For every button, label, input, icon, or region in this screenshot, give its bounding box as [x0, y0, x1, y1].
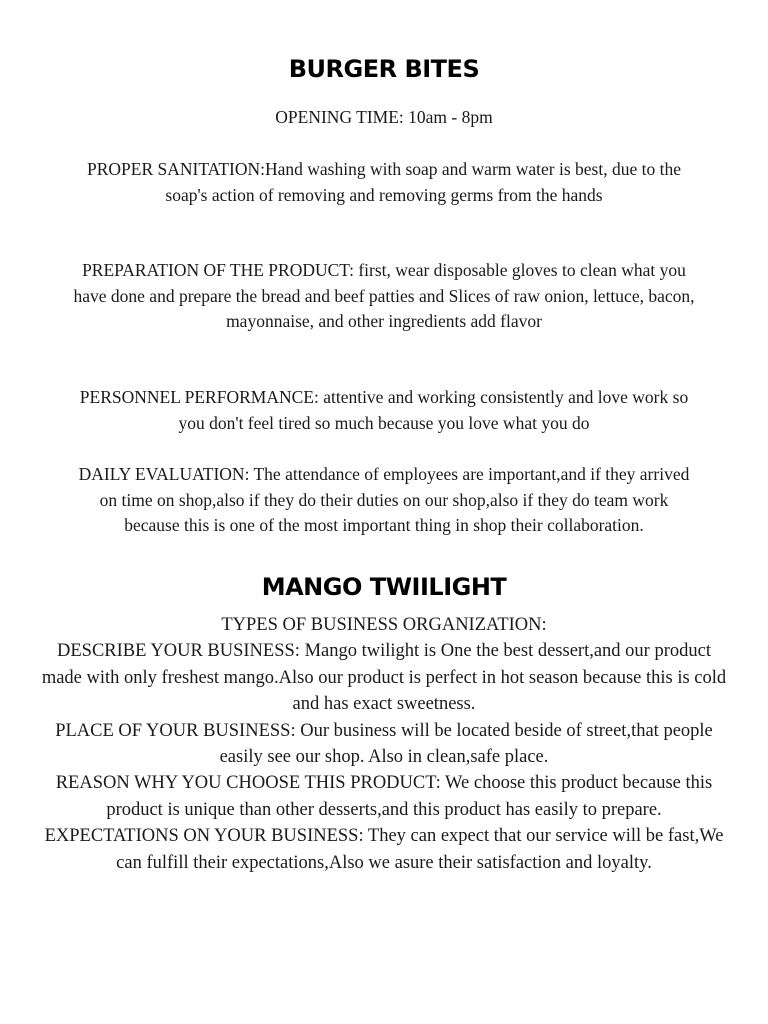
proper-sanitation-paragraph: PROPER SANITATION:Hand washing with soap and warm water is best, due to the soap's action of removing and removing germs from the hands: [86, 159, 681, 205]
mango-twilight-title: MANGO TWIILIGHT: [261, 573, 507, 601]
opening-time-block: [70, 105, 698, 131]
mango-content: [40, 612, 728, 876]
types-of-business-organization: TYPES OF BUSINESS ORGANIZATION:: [221, 615, 547, 635]
expectations-paragraph: EXPECTATIONS ON YOUR BUSINESS: They can expect that our service will be fast,We can fulfill their expectations,Also we asure their satisfaction and loyalty.: [44, 826, 724, 873]
evaluation-block: [70, 462, 698, 539]
burger-bites-title: BURGER BITES: [288, 55, 480, 83]
place-of-business-paragraph: PLACE OF YOUR BUSINESS: Our business will be located beside of street,that people easily see our shop. Also in clean,safe place.: [55, 720, 713, 768]
sanitation-block: [70, 157, 698, 208]
preparation-paragraph: PREPARATION OF THE PRODUCT: first, wear disposable gloves to clean what you have done and prepare the bread and beef patties and Slices of raw onion, lettuce, bacon, mayonnaise, and other ingredients add flavor: [73, 260, 695, 332]
personnel-performance-paragraph: PERSONNEL PERFORMANCE: attentive and working consistently and love work so you don't feel tired so much because you love what you do: [79, 387, 689, 433]
preparation-block: [70, 258, 698, 335]
describe-business-paragraph: DESCRIBE YOUR BUSINESS: Mango twilight is One the best dessert,and our product made with only freshest mango.Also our product is perfect in hot season because this is cold and has exact sweetness.: [41, 641, 727, 715]
reason-product-paragraph: REASON WHY YOU CHOOSE THIS PRODUCT: We choose this product because this product is unique than other desserts,and this product has easily to prepare.: [55, 773, 713, 820]
daily-evaluation-paragraph: DAILY EVALUATION: The attendance of employees are important,and if they arrived on time on shop,also if they do their duties on our shop,also if they do team work because this is one of the most important thing in shop their collaboration.: [78, 464, 690, 536]
opening-time: OPENING TIME: 10am - 8pm: [275, 107, 493, 127]
personnel-block: [70, 385, 698, 436]
